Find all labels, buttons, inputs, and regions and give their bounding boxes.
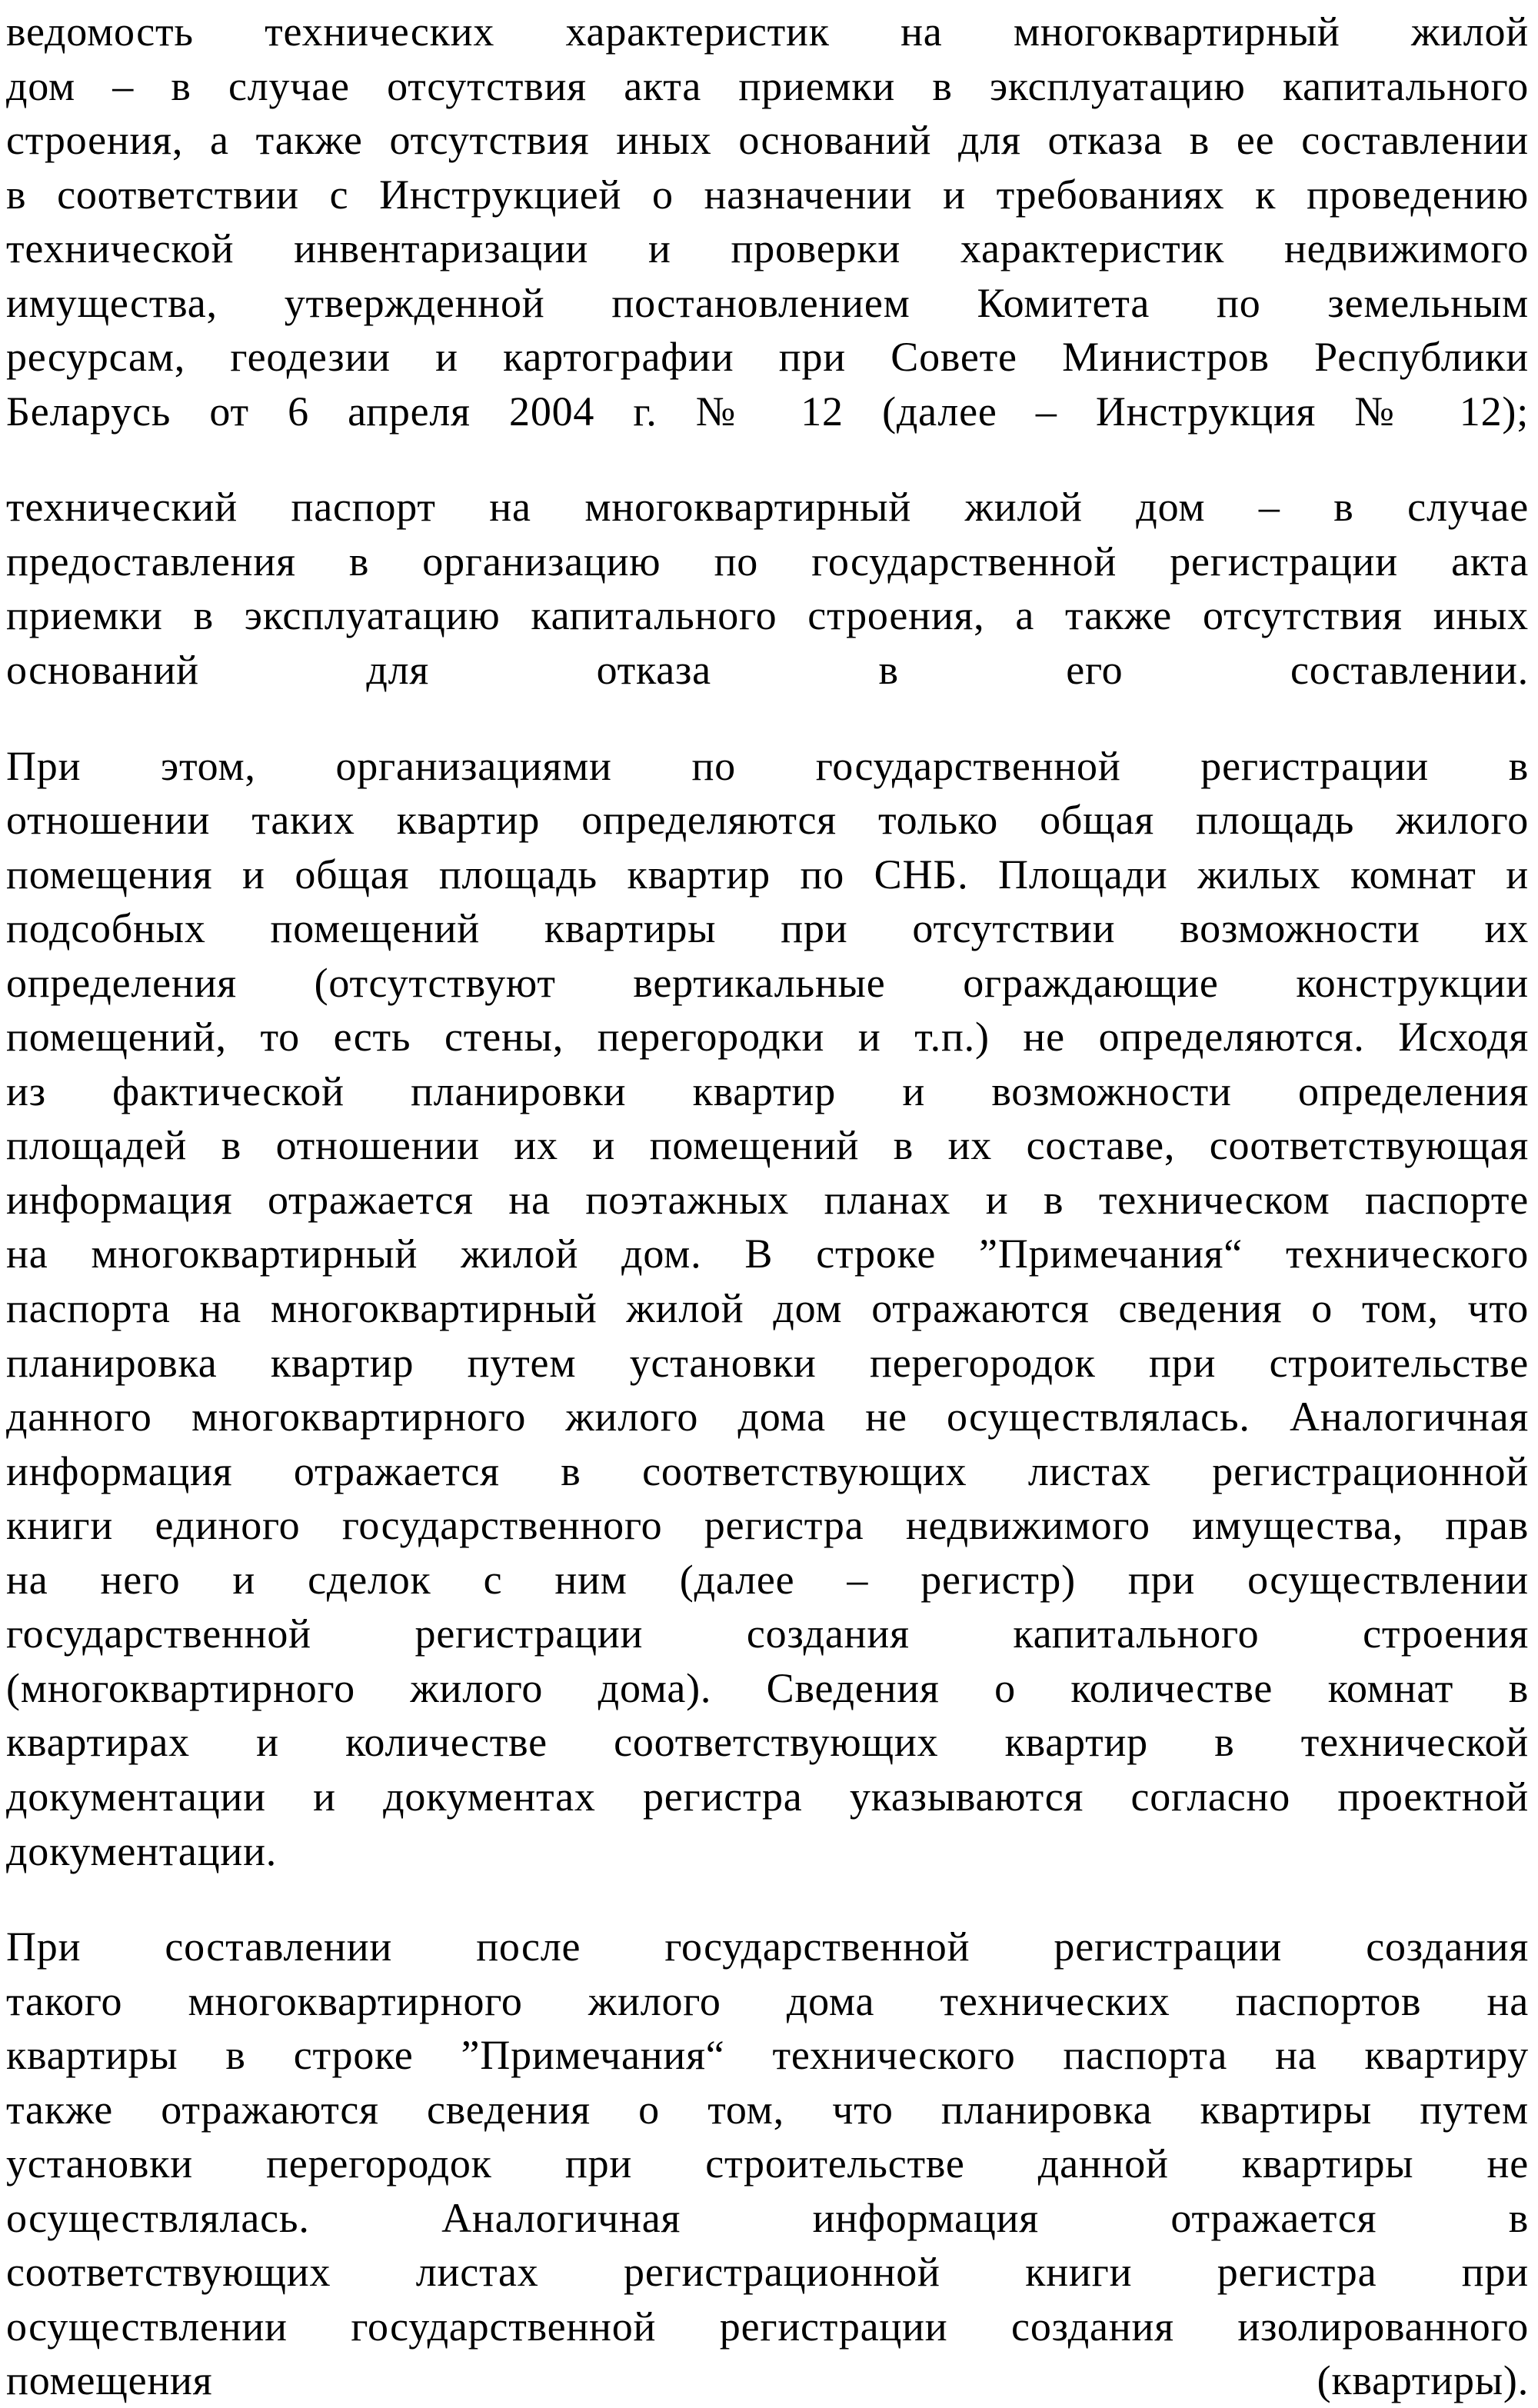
text-line: информация отражается на поэтажных планах и в техническом паспорте bbox=[6, 1176, 1529, 1223]
text-line: дом – в случае отсутствия акта приемки в эксплуатацию капитального bbox=[6, 62, 1529, 109]
text-line: такого многоквартирного жилого дома технических паспортов на bbox=[6, 1977, 1529, 2024]
text-line: технической инвентаризации и проверки характеристик недвижимого bbox=[6, 225, 1529, 272]
text-line: При составлении после государственной регистрации создания bbox=[6, 1923, 1529, 1970]
text-line: квартирах и количестве соответствующих квартир в технической bbox=[6, 1719, 1529, 1766]
text-line: технический паспорт на многоквартирный жилой дом – в случае bbox=[6, 484, 1529, 531]
text-line: в соответствии с Инструкцией о назначении и требованиях к проведению bbox=[6, 171, 1529, 218]
text-line: из фактической планировки квартир и возможности определения bbox=[6, 1067, 1529, 1114]
text-line: отношении таких квартир определяются только общая площадь жилого bbox=[6, 797, 1529, 844]
text-line: ведомость технических характеристик на многоквартирный жилой bbox=[6, 8, 1529, 55]
text-line: осуществлении государственной регистрации создания изолированного bbox=[6, 2303, 1529, 2350]
text-line: подсобных помещений квартиры при отсутствии возможности их bbox=[6, 905, 1529, 952]
text-line: площадей в отношении их и помещений в их составе, соответствующая bbox=[6, 1122, 1529, 1169]
text-line: (многоквартирного жилого дома). Сведения о количестве комнат в bbox=[6, 1664, 1529, 1711]
text-line: также отражаются сведения о том, что планировка квартиры путем bbox=[6, 2086, 1529, 2133]
text-line: помещения и общая площадь квартир по СНБ. Площади жилых комнат и bbox=[6, 851, 1529, 898]
text-line: осуществлялась. Аналогичная информация отражается в bbox=[6, 2194, 1529, 2241]
text-line: имущества, утвержденной постановлением Комитета по земельным bbox=[6, 279, 1529, 326]
text-line: помещения (квартиры). bbox=[6, 2357, 1529, 2404]
text-line: государственной регистрации создания капитального строения bbox=[6, 1610, 1529, 1657]
text-line: Беларусь от 6 апреля 2004 г. № 12 (далее – Инструкция № 12); bbox=[6, 388, 1529, 435]
text-line: строения, а также отсутствия иных оснований для отказа в ее составлении bbox=[6, 117, 1529, 164]
text-line: планировка квартир путем установки перегородок при строительстве bbox=[6, 1339, 1529, 1386]
text-line: предоставления в организацию по государственной регистрации акта bbox=[6, 538, 1529, 585]
text-line: паспорта на многоквартирный жилой дом отражаются сведения о том, что bbox=[6, 1285, 1529, 1332]
text-line: документации и документах регистра указываются согласно проектной bbox=[6, 1773, 1529, 1820]
text-line: приемки в эксплуатацию капитального строения, а также отсутствия иных bbox=[6, 592, 1529, 639]
text-line: ресурсам, геодезии и картографии при Совете Министров Республики bbox=[6, 334, 1529, 381]
text-line: на многоквартирный жилой дом. В строке ”Примечания“ технического bbox=[6, 1231, 1529, 1277]
text-line: данного многоквартирного жилого дома не осуществлялась. Аналогичная bbox=[6, 1394, 1529, 1440]
text-line: документации. bbox=[6, 1827, 278, 1874]
text-line: квартиры в строке ”Примечания“ технического паспорта на квартиру bbox=[6, 2032, 1529, 2079]
text-line: книги единого государственного регистра недвижимого имущества, прав bbox=[6, 1502, 1529, 1549]
text-line: помещений, то есть стены, перегородки и т.п.) не определяются. Исходя bbox=[6, 1014, 1529, 1061]
text-line: информация отражается в соответствующих листах регистрационной bbox=[6, 1447, 1529, 1494]
text-line: При этом, организациями по государственной регистрации в bbox=[6, 742, 1529, 789]
text-line: установки перегородок при строительстве данной квартиры не bbox=[6, 2140, 1529, 2187]
text-line: определения (отсутствуют вертикальные ограждающие конструкции bbox=[6, 959, 1529, 1006]
text-line: соответствующих листах регистрационной книги регистра при bbox=[6, 2249, 1529, 2296]
text-line: на него и сделок с ним (далее – регистр) при осуществлении bbox=[6, 1556, 1529, 1603]
text-line: оснований для отказа в его составлении. bbox=[6, 647, 1529, 694]
